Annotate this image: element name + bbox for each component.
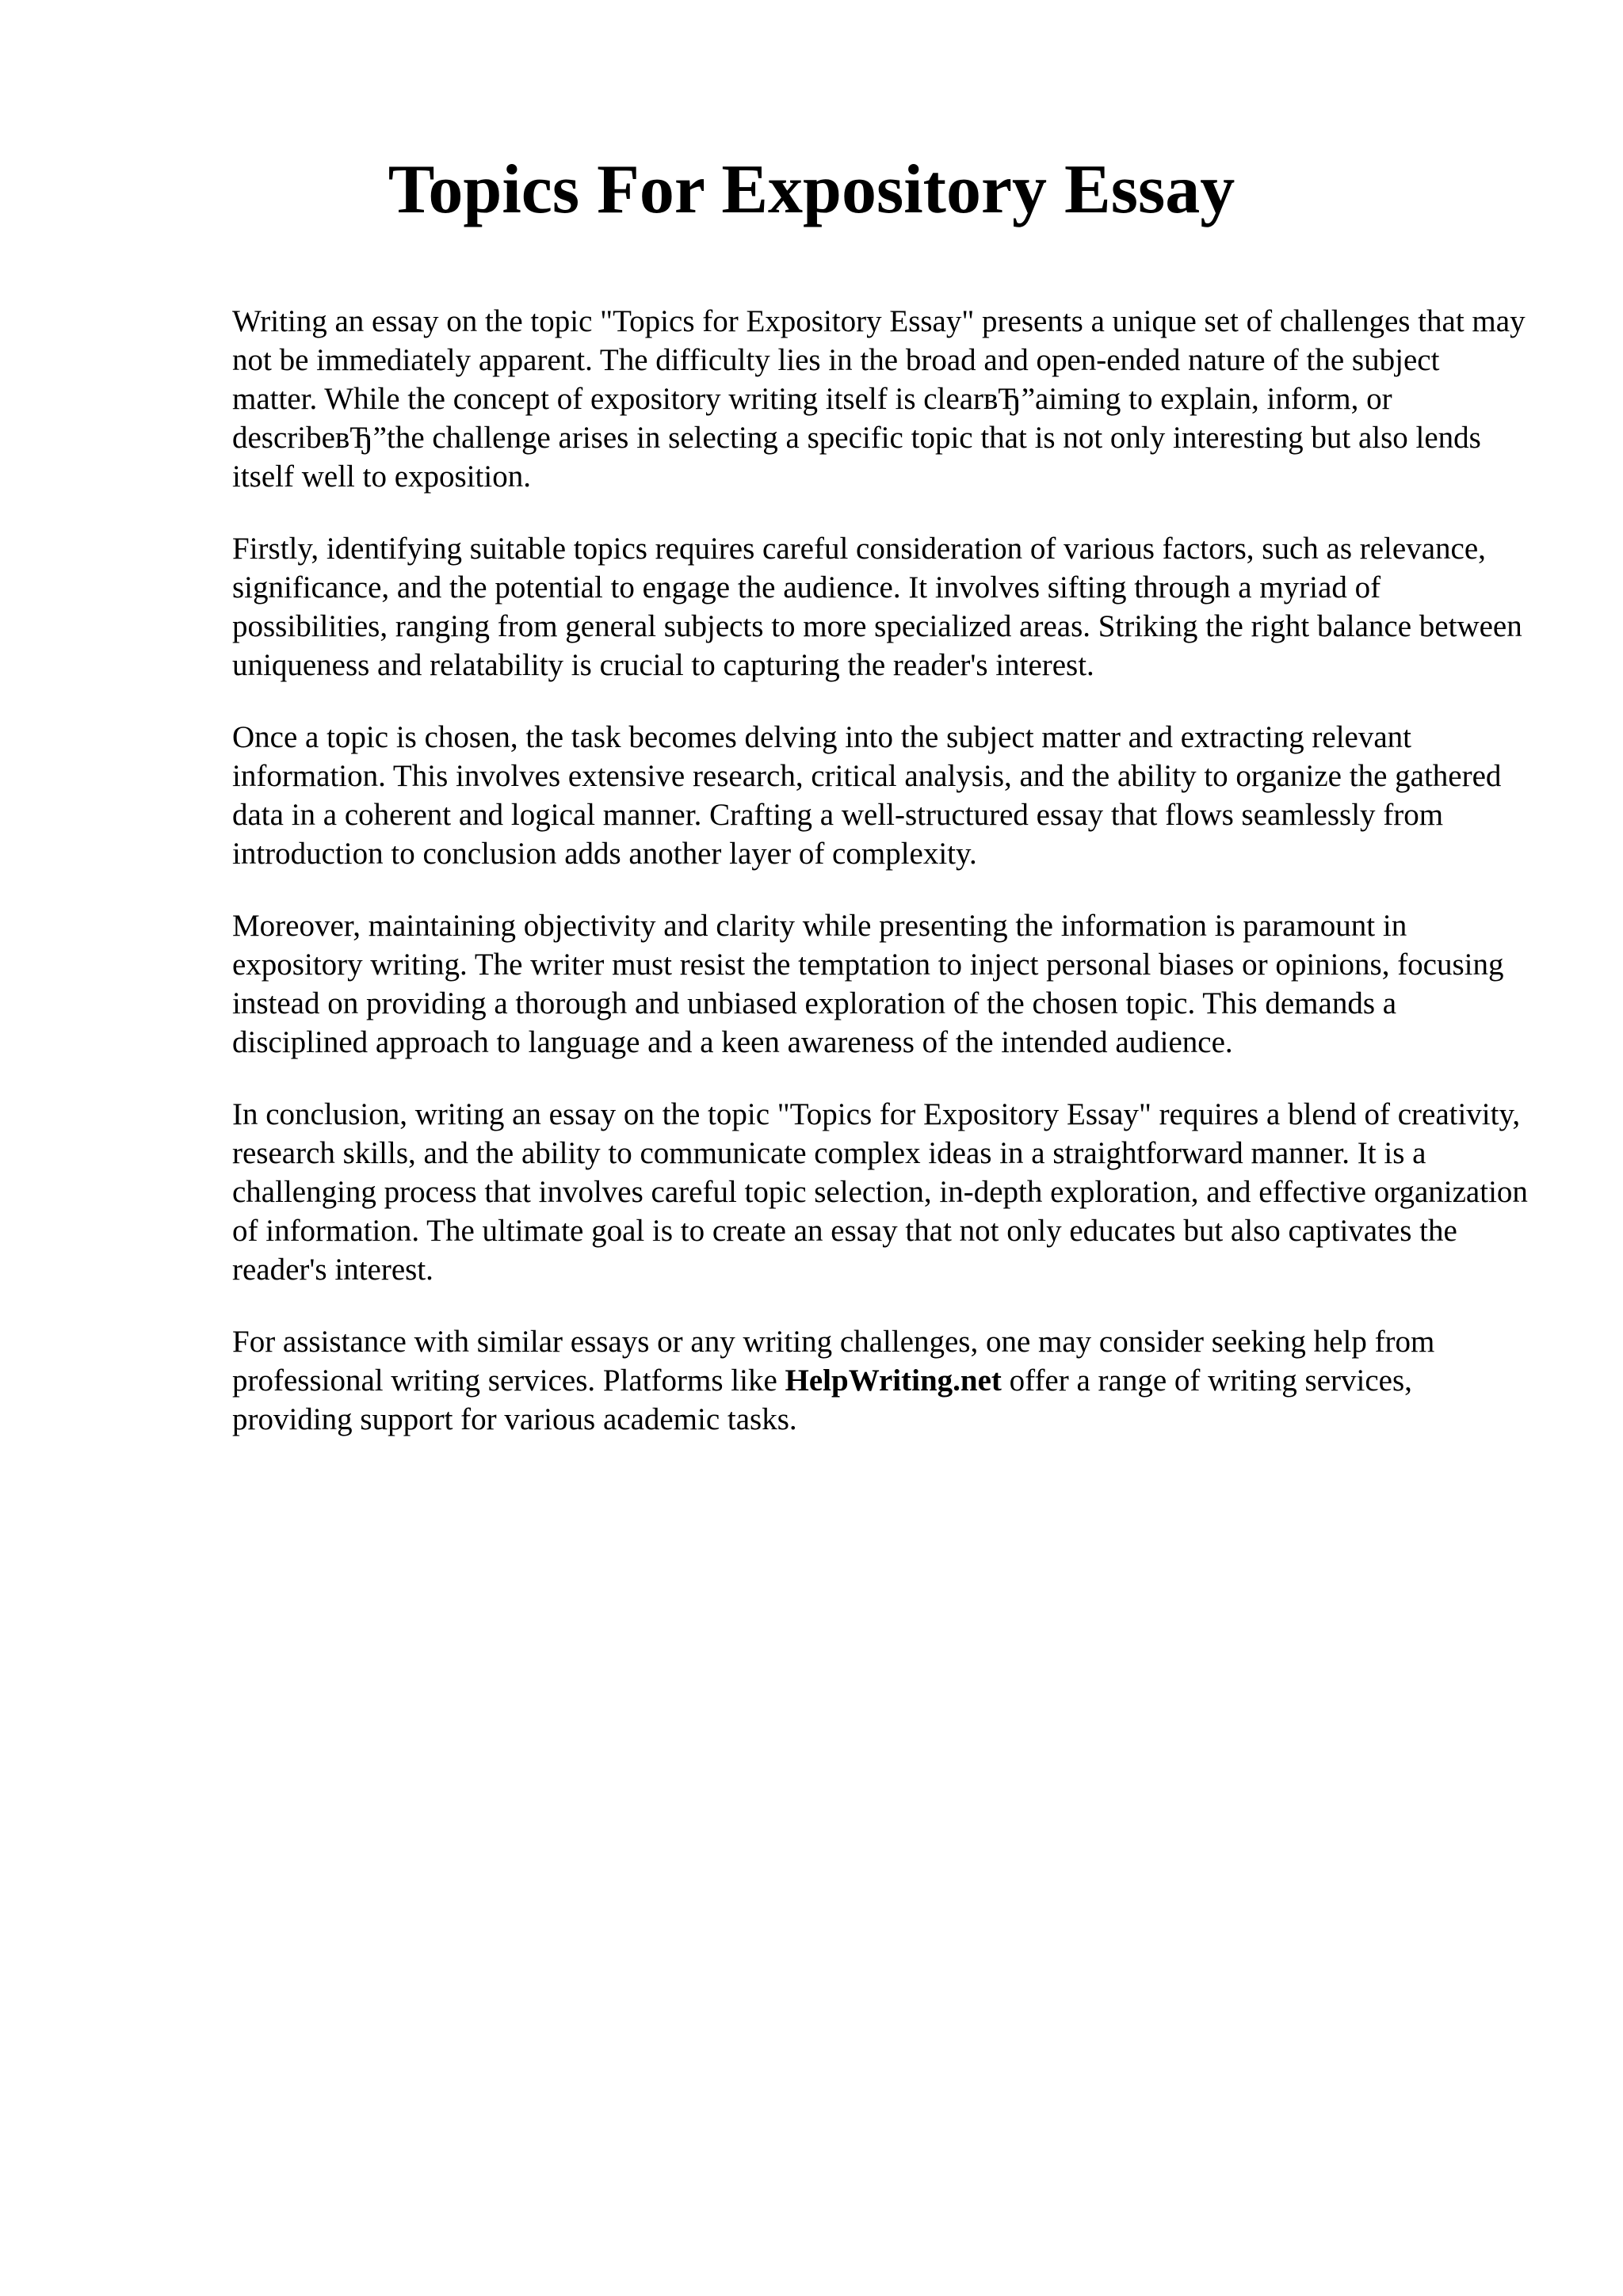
closing-text-after: offer a range of writing services, providing support for various academic tasks. xyxy=(232,1363,1412,1436)
paragraph-topic-selection: Firstly, identifying suitable topics requires careful consideration of various factors, such as relevance, significance, and the potential to engage the audience. It involves sifting through a myriad of possibilities, ranging from general subjects to more specialized areas. Striking the right balance between uniqueness and relatability is crucial to capturing the reader's interest. xyxy=(232,532,1522,682)
document-body xyxy=(232,302,1532,1472)
paragraph-closing xyxy=(232,1322,1532,1439)
closing-text-before: For assistance with similar essays or any writing challenges, one may consider seeking help from professional writing services. Platforms like xyxy=(232,1325,1435,1398)
paragraph-conclusion: In conclusion, writing an essay on the topic "Topics for Expository Essay" requires a blend of creativity, research skills, and the ability to communicate complex ideas in a straightforward manner. It is a challenging process that involves careful topic selection, in-depth exploration, and effective organization of information. The ultimate goal is to create an essay that not only educates but also captivates the reader's interest. xyxy=(232,1097,1528,1287)
paragraph-objectivity: Moreover, maintaining objectivity and clarity while presenting the information is paramount in expository writing. The writer must resist the temptation to inject personal biases or opinions, focusing instead on providing a thorough and unbiased exploration of the chosen topic. This demands a disciplined approach to language and a keen awareness of the intended audience. xyxy=(232,909,1504,1059)
paragraph-research: Once a topic is chosen, the task becomes delving into the subject matter and extracting relevant information. This involves extensive research, critical analysis, and the ability to organize the gathered data in a coherent and logical manner. Crafting a well-structured essay that flows seamlessly from introduction to conclusion adds another layer of complexity. xyxy=(232,720,1502,871)
helpwriting-link[interactable]: HelpWriting.net xyxy=(785,1363,1002,1398)
paragraph-intro: Writing an essay on the topic "Topics for Expository Essay" presents a unique set of challenges that may not be immediately apparent. The difficulty lies in the broad and open-ended nature of the subject matter. While the concept of expository writing itself is clearвЂ”aiming to explain, inform, or describeвЂ”the challenge arises in selecting a specific topic that is not only interesting but also lends itself well to exposition. xyxy=(232,304,1526,494)
document-title: Topics For Expository Essay xyxy=(388,151,1235,228)
